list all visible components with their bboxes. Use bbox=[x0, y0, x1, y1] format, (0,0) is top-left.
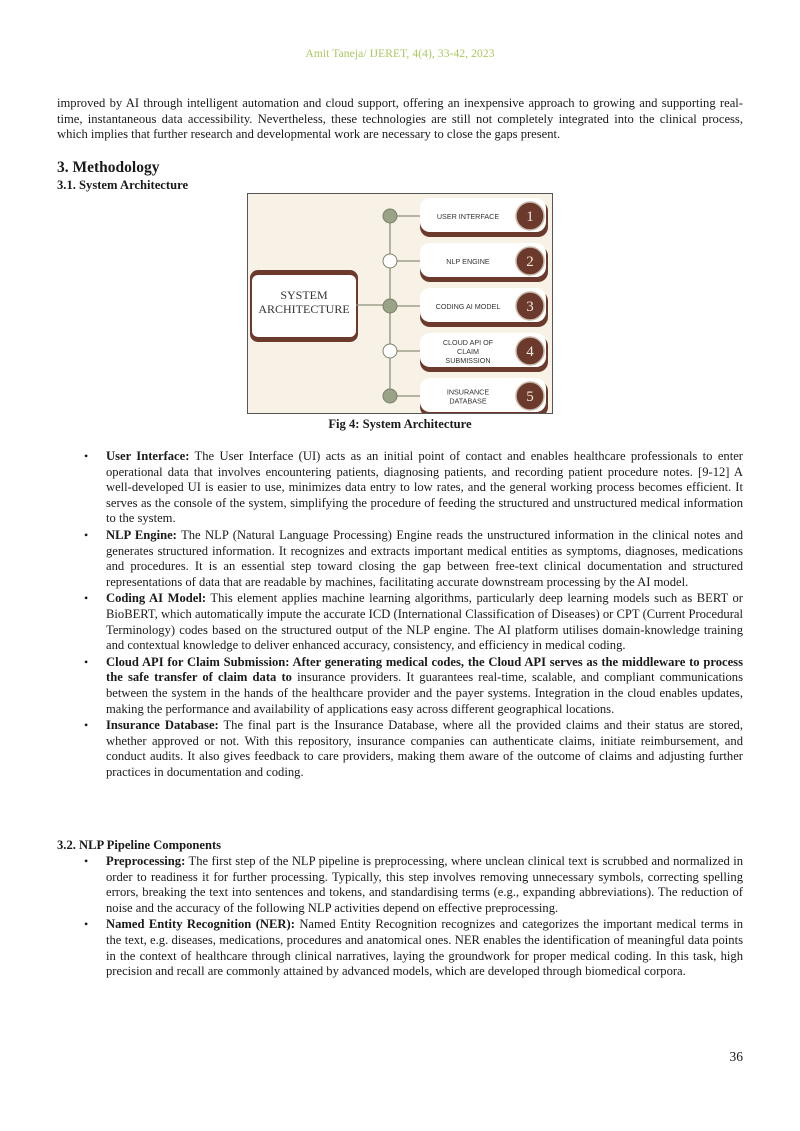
center-label-line2: ARCHITECTURE bbox=[258, 302, 350, 316]
architecture-item-4 bbox=[383, 333, 548, 372]
bullet-text: insurance providers. It guarantees real-time, scalable, and compliant communications between the system in the hands of the healthcare provider and the payer systems. Integration in the cloud enables updates, making the performance and availability of applications easy across different geographical locations. bbox=[106, 670, 743, 716]
bullet-item bbox=[57, 449, 743, 527]
item-label: SUBMISSION bbox=[445, 356, 491, 365]
item-number: 2 bbox=[526, 254, 534, 270]
spine-node bbox=[383, 299, 397, 313]
intro-paragraph: improved by AI through intelligent automation and cloud support, offering an inexpensive approach to growing and supporting real-time, instantaneous data accessibility. Nevertheless, these technologies are still not completely integrated into the clinical process, which implies that further research and developmental work are necessary to close the gaps present. bbox=[57, 96, 743, 142]
spine-node bbox=[383, 209, 397, 223]
item-label: NLP ENGINE bbox=[446, 257, 490, 266]
bullet-item bbox=[57, 854, 743, 916]
bullet-term: Insurance Database: bbox=[106, 718, 219, 733]
bullet-dot-icon: • bbox=[84, 718, 89, 733]
center-label-line1: SYSTEM bbox=[280, 288, 328, 302]
spine-node bbox=[383, 389, 397, 403]
item-label: CLOUD API OF bbox=[442, 338, 494, 347]
item-label: CLAIM bbox=[457, 347, 479, 356]
item-number: 1 bbox=[526, 209, 534, 225]
subsection-heading-pipeline: 3.2. NLP Pipeline Components bbox=[57, 838, 222, 852]
item-number: 5 bbox=[526, 389, 534, 405]
item-label: DATABASE bbox=[449, 396, 487, 406]
figure-caption: Fig 4: System Architecture bbox=[328, 417, 472, 431]
item-label: INSURANCE bbox=[446, 387, 490, 397]
item-label: CODING AI MODEL bbox=[435, 302, 501, 311]
section-heading: 3. Methodology bbox=[57, 159, 160, 176]
bullet-item bbox=[57, 718, 743, 780]
architecture-diagram bbox=[248, 194, 553, 414]
item-number: 4 bbox=[526, 344, 534, 360]
bullet-term: User Interface: bbox=[106, 449, 190, 463]
architecture-item-1 bbox=[383, 198, 548, 237]
architecture-item-5 bbox=[383, 378, 548, 414]
page-number: 36 bbox=[729, 1049, 743, 1064]
bullet-item bbox=[57, 591, 743, 653]
bullet-term: Cloud API for Claim Submission: After generating medical codes, the Cloud API serves as the middleware to process the safe transfer of claim data to bbox=[106, 654, 743, 685]
bullet-text: Named Entity Recognition recognizes and categorizes the important medical terms in the text, e.g. diseases, medications, procedures and anatomical ones. NER enables the identification of meaningful data points in the context of healthcare through clinical narratives, laying the groundwork for proper medical coding. In this task, high precision and recall are commonly attained by advanced models, which are developed through biomedical corpora. bbox=[106, 917, 744, 979]
bullet-text: The NLP (Natural Language Processing) Engine reads the unstructured information in the clinical notes and generates structured information. It recognizes and extracts important medical entities as symptoms, diagnoses, medications and procedures. It is an essential step toward closing the gap between free-text clinical documentation and structured representations of data that are readable by machines, facilitating accurate downstream processing by the AI model. bbox=[106, 527, 743, 589]
bullet-text: The User Interface (UI) acts as an initial point of contact and enables healthcare professionals to enter operational data that involves encountering patients, diagnosing patients, and recording patient procedure notes. [9-12] A well-developed UI is easier to use, minimizes data entry to low rates, and the general working process becomes efficient. It serves as the console of the system, simplifying the procedure of feeding the structured and unstructured medical information to the system. bbox=[106, 449, 743, 526]
subsection-heading-architecture: 3.1. System Architecture bbox=[57, 178, 189, 192]
bullet-dot-icon: • bbox=[84, 654, 89, 669]
bullet-term: NLP Engine: bbox=[106, 527, 177, 542]
architecture-bullet-list bbox=[57, 449, 743, 781]
running-head: Amit Taneja/ IJERET, 4(4), 33-42, 2023 bbox=[305, 48, 495, 60]
bullet-dot-icon: • bbox=[84, 449, 89, 463]
architecture-item-2 bbox=[383, 243, 548, 282]
bullet-item bbox=[57, 528, 743, 590]
bullet-text: The first step of the NLP pipeline is preprocessing, where unclean clinical text is scrubbed and normalized in order to readiness it for further processing. Typically, this step involves removing unnecessary symbols, correcting spelling errors, breaking the text into sentences and tokens, and standardising terms (e.g., expanding abbreviations). The reduction of noise and the accuracy of the following NLP activities depend on effective preprocessing. bbox=[106, 854, 743, 915]
bullet-item bbox=[57, 655, 743, 717]
bullet-dot-icon: • bbox=[84, 854, 89, 868]
spine-node bbox=[383, 344, 397, 358]
architecture-items bbox=[383, 198, 548, 414]
system-architecture-figure bbox=[247, 193, 553, 414]
bullet-text: This element applies machine learning algorithms, particularly deep learning models such as BERT or BioBERT, which automatically impute the accurate ICD (International Classification of Diseases) or CPT (Current Procedural Terminology) codes based on the structured output of the NLP engine. The AI platform utilises domain-knowledge training and contextual knowledge to deliver enhanced accuracy, consistency, and efficiency in medical coding. bbox=[106, 591, 744, 653]
bullet-term: Preprocessing: bbox=[106, 854, 186, 868]
spine-node bbox=[383, 254, 397, 268]
bullet-dot-icon: • bbox=[84, 527, 89, 542]
bullet-term: Coding AI Model: bbox=[106, 591, 207, 606]
bullet-dot-icon: • bbox=[84, 917, 89, 932]
bullet-text: The final part is the Insurance Database, where all the provided claims and their status are stored, whether approved or not. With this repository, insurance companies can authenticate claims, initiate reimbursement, and conduct audits. It also gives feedback to care providers, making them aware of the outcome of claims and adjusting further practices in documentation and coding. bbox=[106, 718, 743, 779]
pipeline-bullet-list bbox=[57, 854, 743, 981]
bullet-item bbox=[57, 917, 743, 979]
architecture-item-3 bbox=[383, 288, 548, 327]
item-label: USER INTERFACE bbox=[436, 212, 500, 221]
bullet-term: Named Entity Recognition (NER): bbox=[106, 917, 295, 932]
bullet-dot-icon: • bbox=[84, 591, 89, 606]
item-number: 3 bbox=[526, 299, 534, 315]
